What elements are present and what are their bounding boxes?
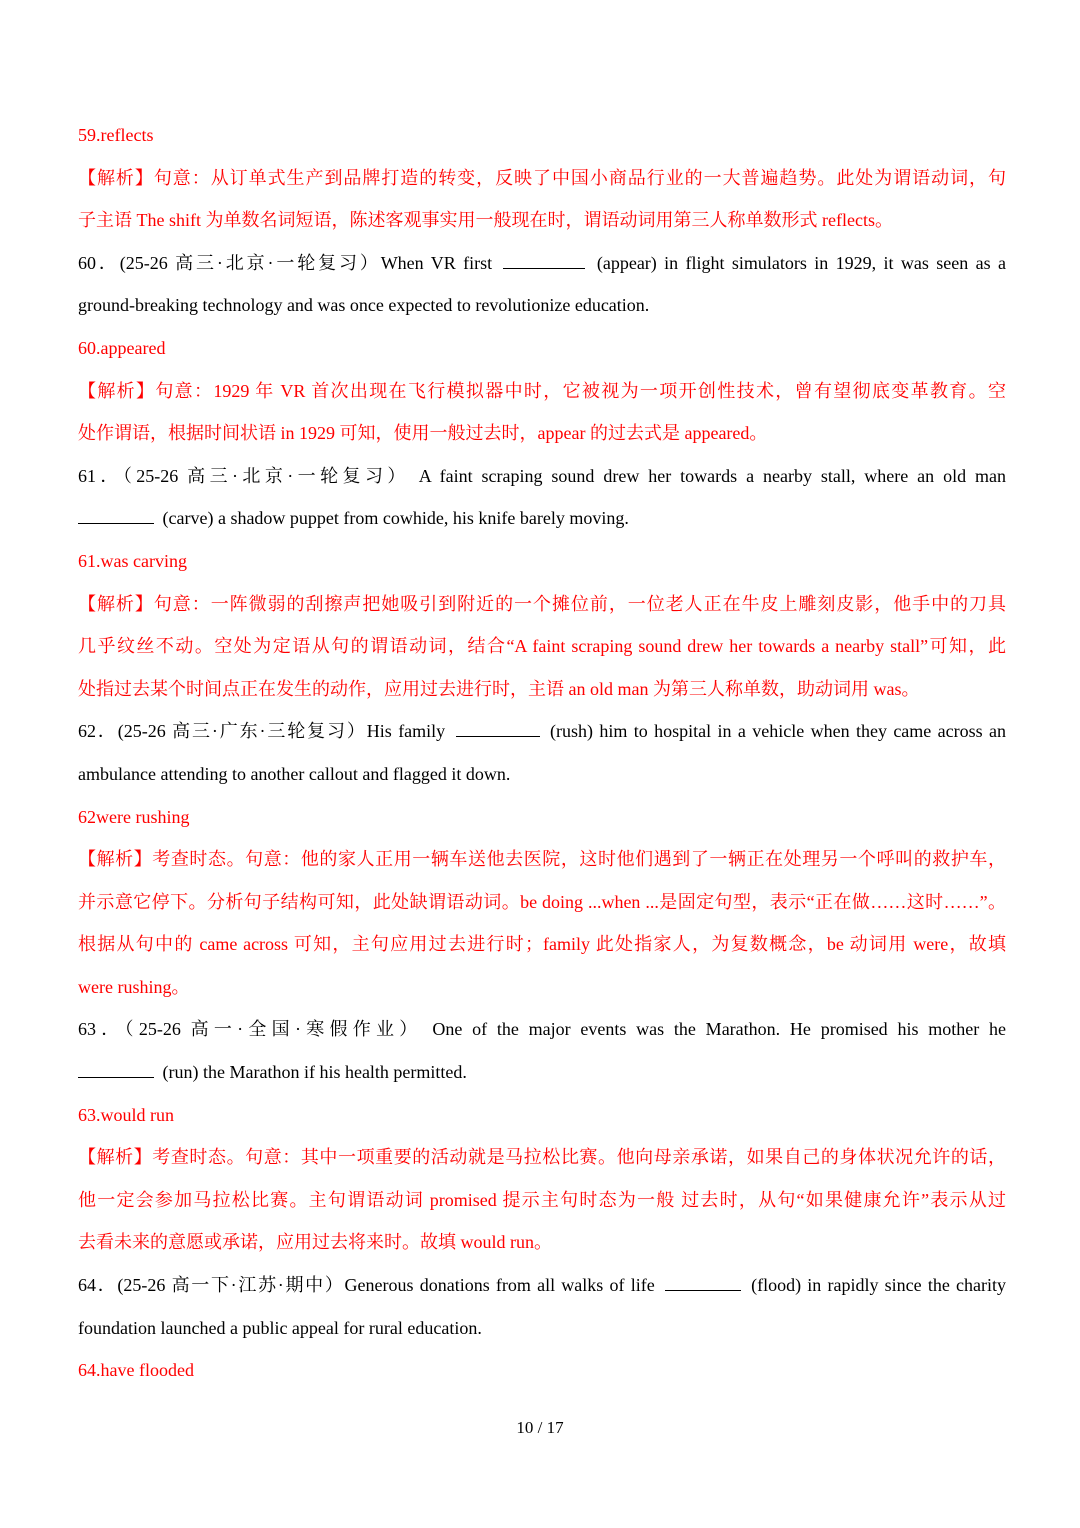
- line-text: 【解析】考查时态。句意：他的家人正用一辆车送他去医院，这时他们遇到了一辆正在处理另一个呼叫的救护车，: [78, 849, 1006, 870]
- line-text: 60.appeared: [78, 337, 166, 358]
- answer-line: [78, 583, 1006, 626]
- line-text: 63.would run: [78, 1104, 174, 1125]
- question-text: (carve) a shadow puppet from cowhide, his knife barely moving.: [162, 508, 629, 529]
- answer-line: [78, 370, 1006, 413]
- answer-blank: [456, 718, 540, 737]
- question-line: [78, 455, 1006, 498]
- line-text: 根据从句中的 came across 可知，主句应用过去进行时；family 此处指家人，为复数概念，be 动词用 were，故填: [78, 934, 1006, 955]
- question-line: [78, 1264, 1006, 1307]
- answer-line: [78, 327, 1006, 370]
- answer-line: [78, 881, 1006, 924]
- question-line: [78, 1008, 1006, 1051]
- question-text: 64．(25-26 高一下·江苏·期中）Generous donations from all walks of life: [78, 1275, 655, 1296]
- answer-line: [78, 412, 1006, 455]
- answer-line: [78, 668, 1006, 711]
- question-text: (flood) in rapidly since the charity: [751, 1275, 1006, 1296]
- answer-line: [78, 1136, 1006, 1179]
- answer-line: [78, 838, 1006, 881]
- line-text: 【解析】句意：1929 年 VR 首次出现在飞行模拟器中时，它被视为一项开创性技术，曾有望彻底变革教育。空: [78, 380, 1006, 401]
- question-line: [78, 1307, 1006, 1350]
- question-line: [78, 710, 1006, 753]
- document-body: [78, 114, 1006, 1392]
- line-text: 【解析】句意：一阵微弱的刮擦声把她吸引到附近的一个摊位前，一位老人正在牛皮上雕刻皮影，他手中的刀具: [78, 593, 1006, 614]
- line-text: 62were rushing: [78, 806, 190, 827]
- answer-line: [78, 540, 1006, 583]
- question-line: [78, 242, 1006, 285]
- answer-line: [78, 114, 1006, 157]
- line-text: 去看未来的意愿或承诺，应用过去将来时。故填 would run。: [78, 1232, 552, 1253]
- line-text: 处作谓语，根据时间状语 in 1929 可知，使用一般过去时，appear 的过去式是 appeared。: [78, 423, 768, 444]
- answer-line: [78, 1094, 1006, 1137]
- line-text: ambulance attending to another callout and flagged it down.: [78, 763, 511, 784]
- line-text: 【解析】句意：从订单式生产到品牌打造的转变，反映了中国小商品行业的一大普遍趋势。此处为谓语动词，句: [78, 167, 1006, 188]
- line-text: 63．（25-26 高一·全国·寒假作业） One of the major events was the Marathon. He promised his mother he: [78, 1019, 1006, 1040]
- line-text: 几乎纹丝不动。空处为定语从句的谓语动词，结合“A faint scraping sound drew her towards a nearby stall”可知，此: [78, 636, 1006, 657]
- answer-blank: [503, 250, 585, 269]
- answer-line: [78, 796, 1006, 839]
- question-line: [78, 284, 1006, 327]
- answer-line: [78, 923, 1006, 966]
- line-text: 61．（25-26 高三·北京·一轮复习） A faint scraping sound drew her towards a nearby stall, where an old man: [78, 465, 1006, 486]
- answer-line: [78, 199, 1006, 242]
- question-line: [78, 753, 1006, 796]
- line-text: 64.have flooded: [78, 1360, 194, 1381]
- question-text: 62．(25-26 高三·广东·三轮复习）His family: [78, 721, 446, 742]
- answer-line: [78, 625, 1006, 668]
- answer-blank: [78, 505, 154, 524]
- page-number: 10 / 17: [516, 1418, 564, 1437]
- answer-line: [78, 1221, 1006, 1264]
- question-text: (run) the Marathon if his health permitted.: [162, 1062, 467, 1083]
- answer-line: [78, 1179, 1006, 1222]
- question-line: [78, 1051, 1006, 1094]
- question-line: [78, 497, 1006, 540]
- line-text: ground-breaking technology and was once expected to revolutionize education.: [78, 295, 650, 316]
- line-text: 并示意它停下。分析句子结构可知，此处缺谓语动词。be doing ...when ...是固定句型，表示“正在做……这时……”。: [78, 891, 1006, 912]
- line-text: foundation launched a public appeal for rural education.: [78, 1317, 482, 1338]
- question-text: (rush) him to hospital in a vehicle when they came across an: [549, 721, 1006, 742]
- answer-blank: [665, 1272, 741, 1291]
- question-text: 60．(25-26 高三·北京·一轮复习）When VR first: [78, 252, 493, 273]
- line-text: 子主语 The shift 为单数名词短语，陈述客观事实用一般现在时，谓语动词用第三人称单数形式 reflects。: [78, 210, 893, 231]
- line-text: 他一定会参加马拉松比赛。主句谓语动词 promised 提示主句时态为一般 过去时，从句“如果健康允许”表示从过: [78, 1189, 1006, 1210]
- line-text: 59.reflects: [78, 125, 154, 145]
- answer-line: [78, 966, 1006, 1009]
- question-text: (appear) in flight simulators in 1929, it was seen as a: [596, 252, 1006, 273]
- answer-line: [78, 157, 1006, 200]
- line-text: were rushing。: [78, 976, 190, 997]
- answer-line: [78, 1349, 1006, 1392]
- line-text: 处指过去某个时间点正在发生的动作，应用过去进行时，主语 an old man 为第三人称单数，助动词用 was。: [78, 678, 920, 699]
- line-text: 【解析】考查时态。句意：其中一项重要的活动就是马拉松比赛。他向母亲承诺，如果自己的身体状况允许的话，: [78, 1147, 1006, 1168]
- answer-blank: [78, 1059, 154, 1078]
- line-text: 61.was carving: [78, 550, 187, 571]
